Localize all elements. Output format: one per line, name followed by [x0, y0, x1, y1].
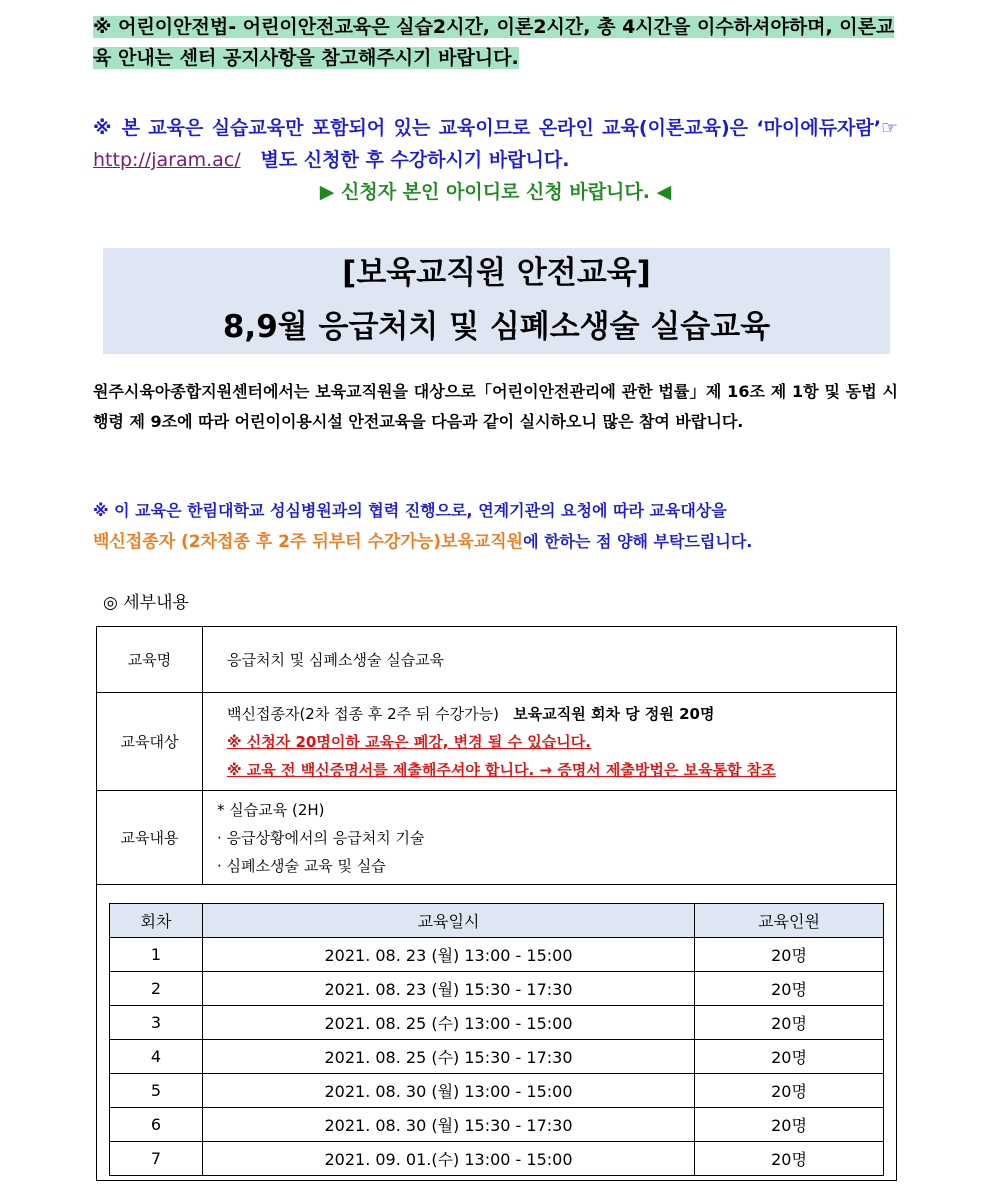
notice2-text: ※ 본 교육은 실습교육만 포함되어 있는 교육이므로 온라인 교육(이론교육)은 ‘마이에듀자람’: [93, 117, 881, 139]
session-number: 2: [110, 972, 203, 1006]
pointing-hand-icon: ☞: [880, 117, 898, 139]
target-normal: 백신접종자(2차 접종 후 2주 뒤 수강가능): [227, 704, 499, 723]
notice-online-education: [93, 112, 898, 176]
label-target: 교육대상: [97, 693, 203, 791]
notice-highlight: ※ 어린이안전법- 어린이안전교육은 실습2시간, 이론2시간, 총 4시간을 이수하셔야하며, 이론교육 안내는 센터 공지사항을 참고해주시기 바랍니다.: [93, 16, 895, 69]
schedule-table: [109, 903, 884, 1176]
session-datetime: 2021. 08. 30 (월) 15:30 - 17:30: [203, 1108, 695, 1142]
header-datetime: 교육일시: [203, 904, 695, 938]
session-number: 4: [110, 1040, 203, 1074]
table-row: [110, 1074, 884, 1108]
session-datetime: 2021. 08. 30 (월) 13:00 - 15:00: [203, 1074, 695, 1108]
notice4-text: ※ 이 교육은 한림대학교 성심병원과의 협력 진행으로, 연계기관의 요청에 따라 교육대상을: [93, 501, 727, 520]
target-line1: [227, 700, 895, 728]
notice2-tail: 별도 신청한 후 수강하시기 바랍니다.: [260, 149, 570, 171]
session-number: 6: [110, 1108, 203, 1142]
jaram-link[interactable]: http://jaram.ac/: [93, 149, 241, 171]
session-number: 1: [110, 938, 203, 972]
value-content: [203, 791, 897, 885]
session-datetime: 2021. 08. 23 (월) 13:00 - 15:00: [203, 938, 695, 972]
schedule-holder: [97, 885, 897, 1181]
session-capacity: 20명: [695, 972, 884, 1006]
session-number: 5: [110, 1074, 203, 1108]
label-content: 교육내용: [97, 791, 203, 885]
notice4-highlight: 백신접종자 (2차접종 후 2주 뒤부터 수강가능)보육교직원: [93, 532, 524, 552]
session-datetime: 2021. 08. 23 (월) 15:30 - 17:30: [203, 972, 695, 1006]
session-capacity: 20명: [695, 1040, 884, 1074]
session-datetime: 2021. 08. 25 (수) 13:00 - 15:00: [203, 1006, 695, 1040]
session-number: 7: [110, 1142, 203, 1176]
session-capacity: 20명: [695, 1142, 884, 1176]
notice4-tail: 에 한하는 점 양해 부탁드립니다.: [523, 532, 753, 551]
session-datetime: 2021. 09. 01.(수) 13:00 - 15:00: [203, 1142, 695, 1176]
page-subtitle: 8,9월 응급처치 및 심폐소생술 실습교육: [222, 309, 771, 345]
table-row: [110, 972, 884, 1006]
session-capacity: 20명: [695, 1108, 884, 1142]
value-target: [203, 693, 897, 791]
notice-theory-requirement: [93, 12, 898, 74]
header-session: 회차: [110, 904, 203, 938]
header-capacity: 교육인원: [695, 904, 884, 938]
table-row: [110, 1006, 884, 1040]
value-course-name: 응급처치 및 심폐소생술 실습교육: [203, 627, 897, 693]
info-table: [96, 626, 897, 1181]
session-capacity: 20명: [695, 1074, 884, 1108]
content-line2: · 응급상황에서의 응급처치 기술: [217, 828, 425, 847]
notice-own-id: ▶ 신청자 본인 아이디로 신청 바랍니다. ◀: [319, 181, 672, 203]
session-datetime: 2021. 08. 25 (수) 15:30 - 17:30: [203, 1040, 695, 1074]
session-capacity: 20명: [695, 1006, 884, 1040]
section-heading: ◎ 세부내용: [103, 593, 189, 613]
target-warning-1: ※ 신청자 20명이하 교육은 폐강, 변경 될 수 있습니다.: [227, 732, 591, 751]
session-capacity: 20명: [695, 938, 884, 972]
page-title: [보육교직원 안전교육]: [342, 255, 651, 291]
target-bold: 보육교직원 회차 당 정원 20명: [513, 704, 715, 723]
schedule-header-row: [110, 904, 884, 938]
label-course-name: 교육명: [97, 627, 203, 693]
content-line3: · 심폐소생술 교육 및 실습: [217, 856, 386, 875]
session-number: 3: [110, 1006, 203, 1040]
table-row: [110, 1040, 884, 1074]
content-line1: * 실습교육 (2H): [217, 800, 325, 819]
target-warning-2: ※ 교육 전 백신증명서를 제출해주셔야 합니다. → 증명서 제출방법은 보육통합 참조: [227, 760, 776, 779]
table-row: [110, 1142, 884, 1176]
table-row: [110, 1108, 884, 1142]
table-row: [110, 938, 884, 972]
notice-vaccinated: [93, 495, 898, 558]
title-box: [103, 248, 890, 354]
intro-paragraph: 원주시육아종합지원센터에서는 보육교직원을 대상으로「어린이안전관리에 관한 법률」제 16조 제 1항 및 동법 시행령 제 9조에 따라 어린이이용시설 안전교육을 다음과 같이 실시하오니 많은 참여 바랍니다.: [93, 382, 898, 431]
